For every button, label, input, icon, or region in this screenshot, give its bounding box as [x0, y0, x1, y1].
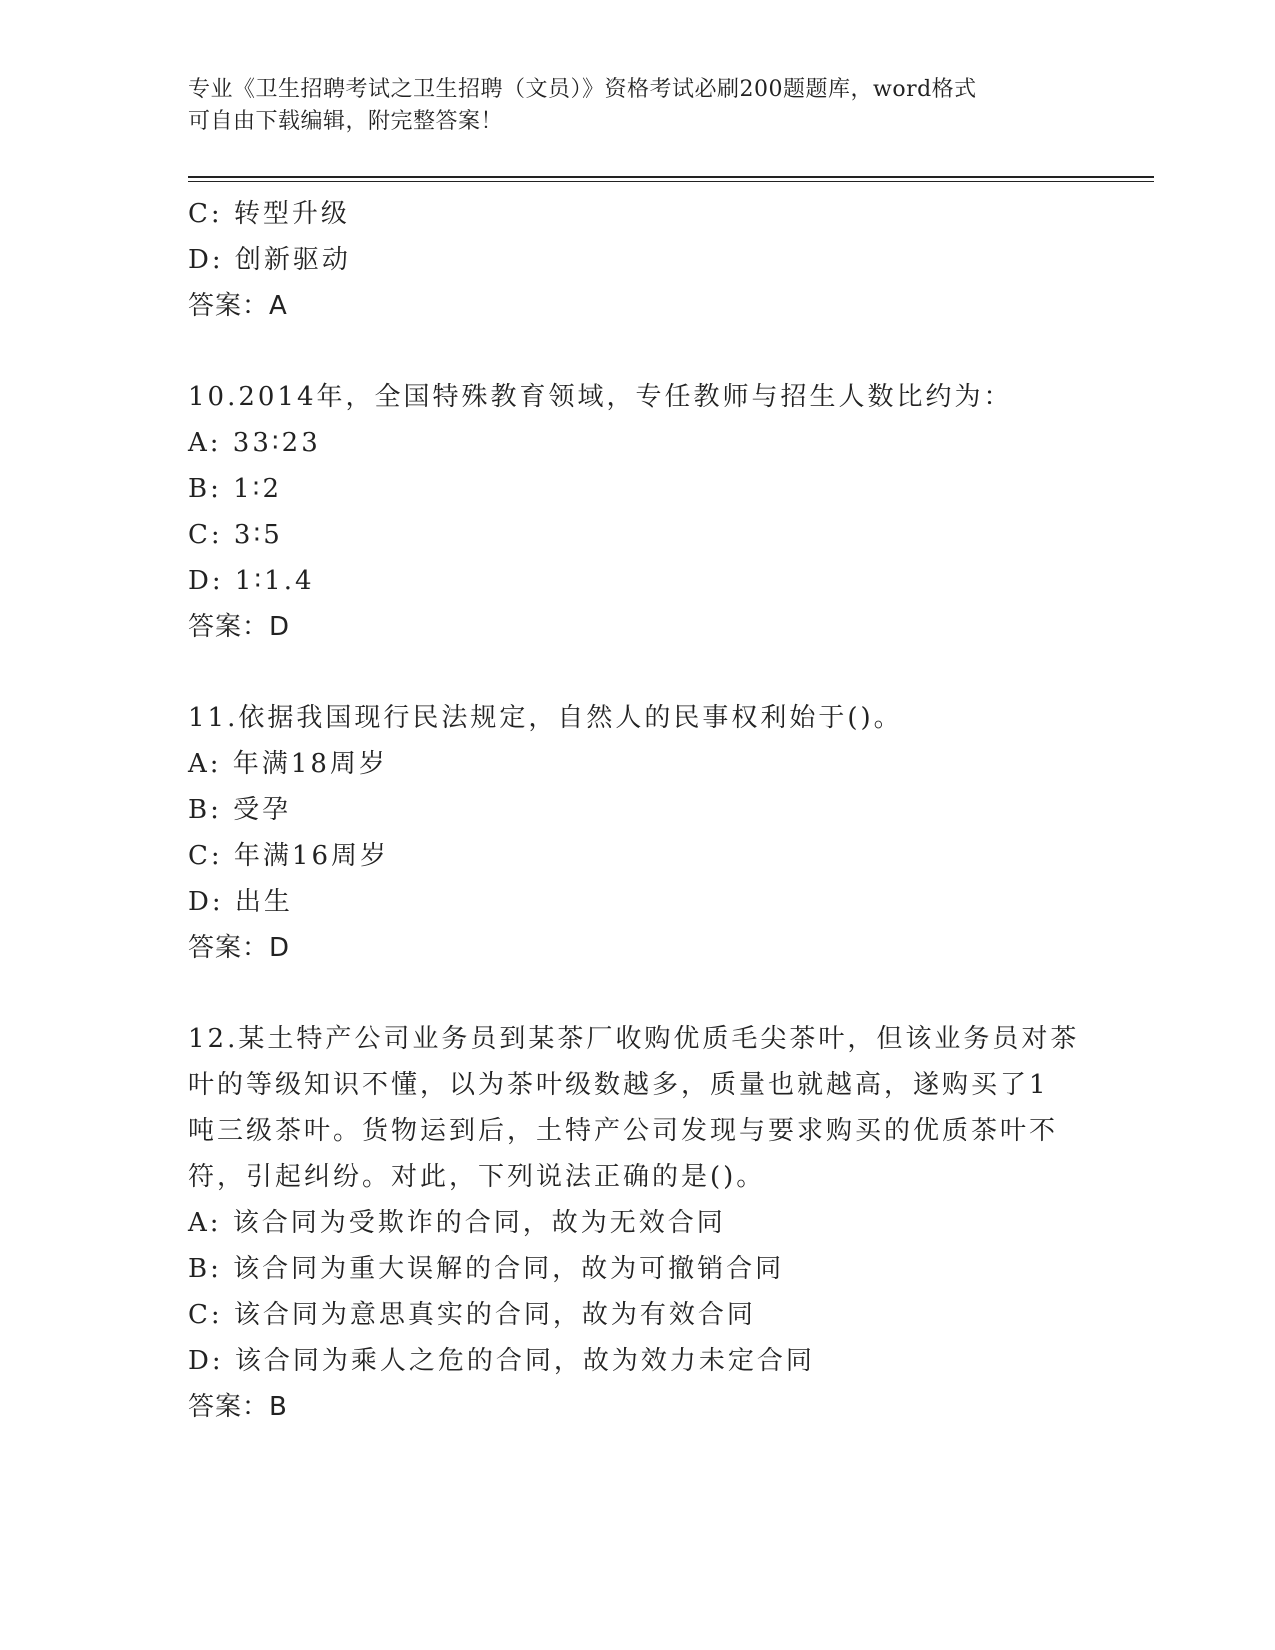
question-stem-line-2: 叶的等级知识不懂，以为茶叶级数越多，质量也就越高，遂购买了1 — [188, 1070, 1049, 1100]
option-c: C: 年满16周岁 — [188, 841, 390, 871]
question-stem-line-4: 符，引起纠纷。对此，下列说法正确的是()。 — [188, 1162, 766, 1192]
option-d: D: 该合同为乘人之危的合同，故为效力未定合同 — [188, 1346, 815, 1376]
document-header — [188, 74, 1068, 138]
question-stem: 10.2014年，全国特殊教育领域，专任教师与招生人数比约为： — [188, 382, 1013, 412]
option-c: C: 转型升级 — [188, 199, 350, 229]
answer-line: 答案：D — [188, 933, 291, 963]
answer-line: 答案：D — [188, 612, 291, 642]
option-a: A: 33∶23 — [188, 428, 321, 458]
question-stem: 11.依据我国现行民法规定，自然人的民事权利始于()。 — [188, 703, 903, 733]
option-c: C: 3∶5 — [188, 520, 283, 550]
question-10 — [188, 374, 1088, 650]
option-c: C: 该合同为意思真实的合同，故为有效合同 — [188, 1300, 756, 1330]
answer-line: 答案：A — [188, 291, 288, 321]
option-d: D: 1∶1.4 — [188, 566, 315, 596]
header-line-2: 可自由下载编辑，附完整答案！ — [188, 109, 504, 134]
option-a: A: 年满18周岁 — [188, 749, 388, 779]
question-stem-line-3: 吨三级茶叶。货物运到后，土特产公司发现与要求购买的优质茶叶不 — [188, 1116, 1059, 1146]
option-d: D: 创新驱动 — [188, 245, 351, 275]
question-content — [188, 191, 1088, 1430]
header-line-1: 专业《卫生招聘考试之卫生招聘（文员）》资格考试必刷200题题库，word格式 — [188, 77, 977, 102]
option-b: B: 1∶2 — [188, 474, 282, 504]
question-11 — [188, 695, 1088, 971]
question-stem-line-1: 12.某土特产公司业务员到某茶厂收购优质毛尖茶叶，但该业务员对茶 — [188, 1024, 1080, 1054]
question-9 — [188, 191, 1088, 329]
option-b: B: 该合同为重大误解的合同，故为可撤销合同 — [188, 1254, 785, 1284]
answer-line: 答案：B — [188, 1392, 288, 1422]
header-divider-thin — [188, 181, 1154, 182]
option-a: A: 该合同为受欺诈的合同，故为无效合同 — [188, 1208, 726, 1238]
option-b: B: 受孕 — [188, 795, 292, 825]
option-d: D: 出生 — [188, 887, 293, 917]
question-12 — [188, 1016, 1088, 1430]
header-divider-thick — [188, 176, 1154, 178]
